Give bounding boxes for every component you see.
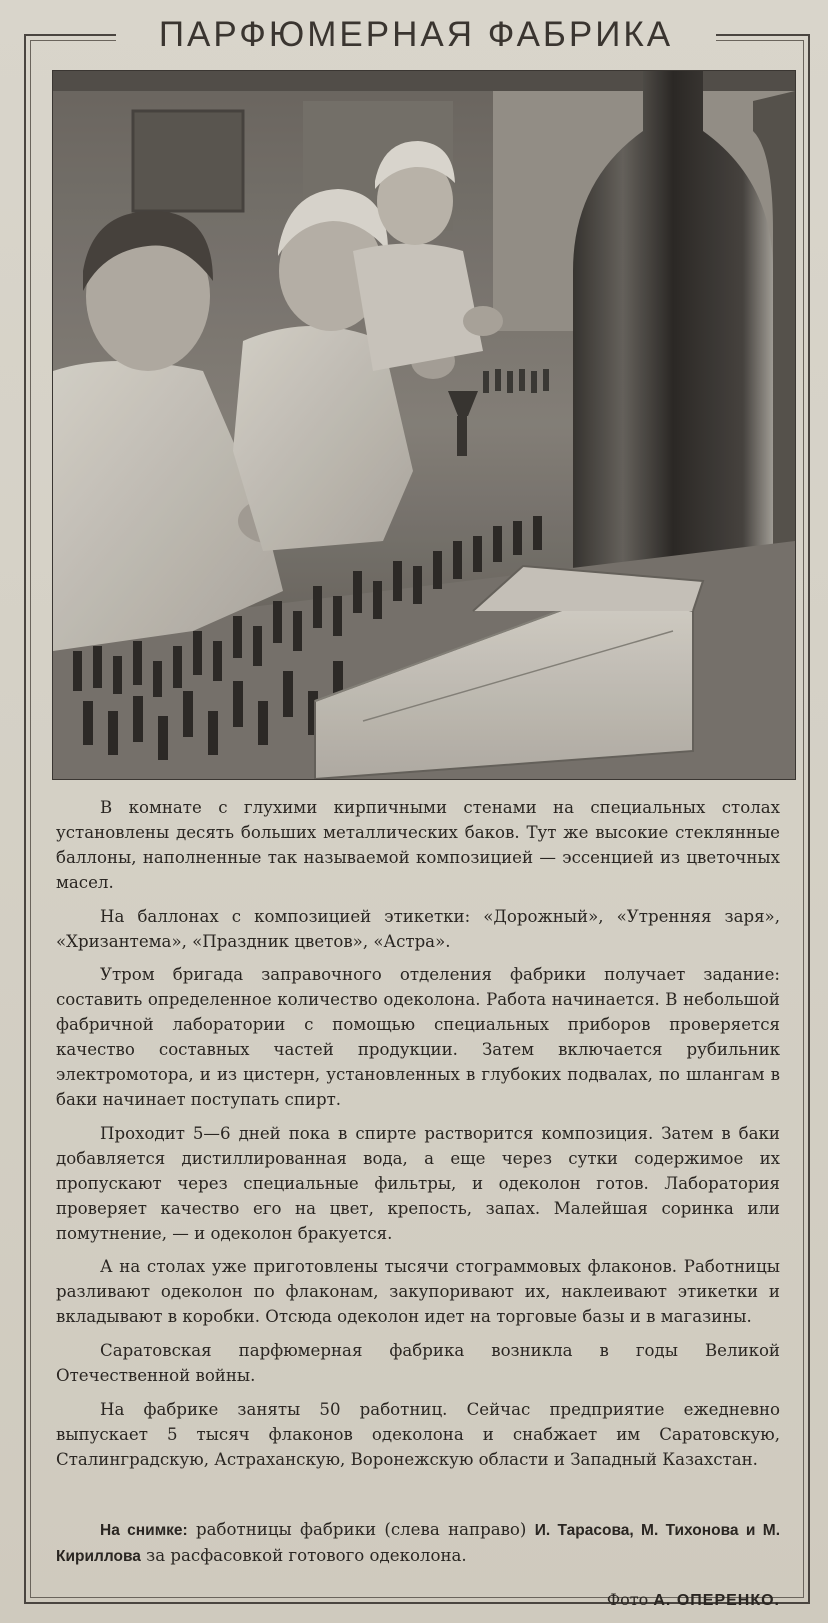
top-rule-right (716, 34, 810, 36)
photo-caption (56, 1518, 780, 1570)
headline: ПАРФЮМЕРНАЯ ФАБРИКА (158, 15, 674, 54)
article-paragraph: На фабрике заняты 50 работниц. Сейчас предприятие ежедневно выпускает 5 тысяч флаконов одеколона и снабжает им Саратовскую, Сталинградскую, Астраханскую, Воронежскую области и Западный Казахстан. (56, 1399, 780, 1469)
caption-lead: На снимке: (100, 1522, 188, 1539)
caption-text: работницы фабрики (слева направо) (196, 1520, 527, 1539)
top-rule-left (24, 34, 116, 36)
caption-names: И. Тарасова, М. Тихонова и М. Кириллова (56, 1522, 780, 1565)
top-rule-right-inner (716, 40, 804, 41)
article-paragraph: А на столах уже приготовлены тысячи стограммовых флаконов. Работницы разливают одеколон по флаконам, закупоривают их, наклеивают этикетки и вкладывают в коробки. Отсюда одеколон идет на торговые базы и в магазины. (56, 1257, 780, 1327)
factory-workers-photo-icon (52, 70, 796, 780)
article-paragraph: В комнате с глухими кирпичными стенами на специальных столах установлены десять больших металлических баков. Тут же высокие стеклянные баллоны, наполненные так называемой композицией — эссенцией из цветочных масел. (56, 798, 780, 892)
article-paragraph: Утром бригада заправочного отделения фабрики получает задание: составить определенное количество одеколона. Работа начинается. В небольшой фабричной лаборатории с помощью специальных приборов проверяется качество составных частей продукции. Затем включается рубильник электромотора, и из цистерн, установленных в глубоких подвалах, по шлангам в баки начинает поступать спирт. (56, 965, 780, 1109)
credit-author: А. ОПЕРЕНКО. (653, 1592, 780, 1609)
credit-prefix: Фото (606, 1590, 649, 1609)
article-paragraph: Саратовская парфюмерная фабрика возникла в годы Великой Отечественной войны. (56, 1341, 780, 1386)
article-body (56, 796, 780, 1482)
photo-credit (500, 1588, 780, 1613)
article-paragraph: На баллонах с композицией этикетки: «Дорожный», «Утренняя заря», «Хризантема», «Праздник цветов», «Астра». (56, 906, 780, 951)
caption-rest: за расфасовкой готового одеколона. (146, 1545, 467, 1565)
top-rule-left-inner (30, 40, 116, 41)
article-paragraph: Проходит 5—6 дней пока в спирте растворится композиция. Затем в баки добавляется дистиллированная вода, а еще через сутки содержимое их пропускают через специальные фильтры, и одеколон готов. Лаборатория проверяет качество его на цвет, крепость, запах. Малейшая соринка или помутнение, — и одеколон бракуется. (56, 1123, 780, 1243)
